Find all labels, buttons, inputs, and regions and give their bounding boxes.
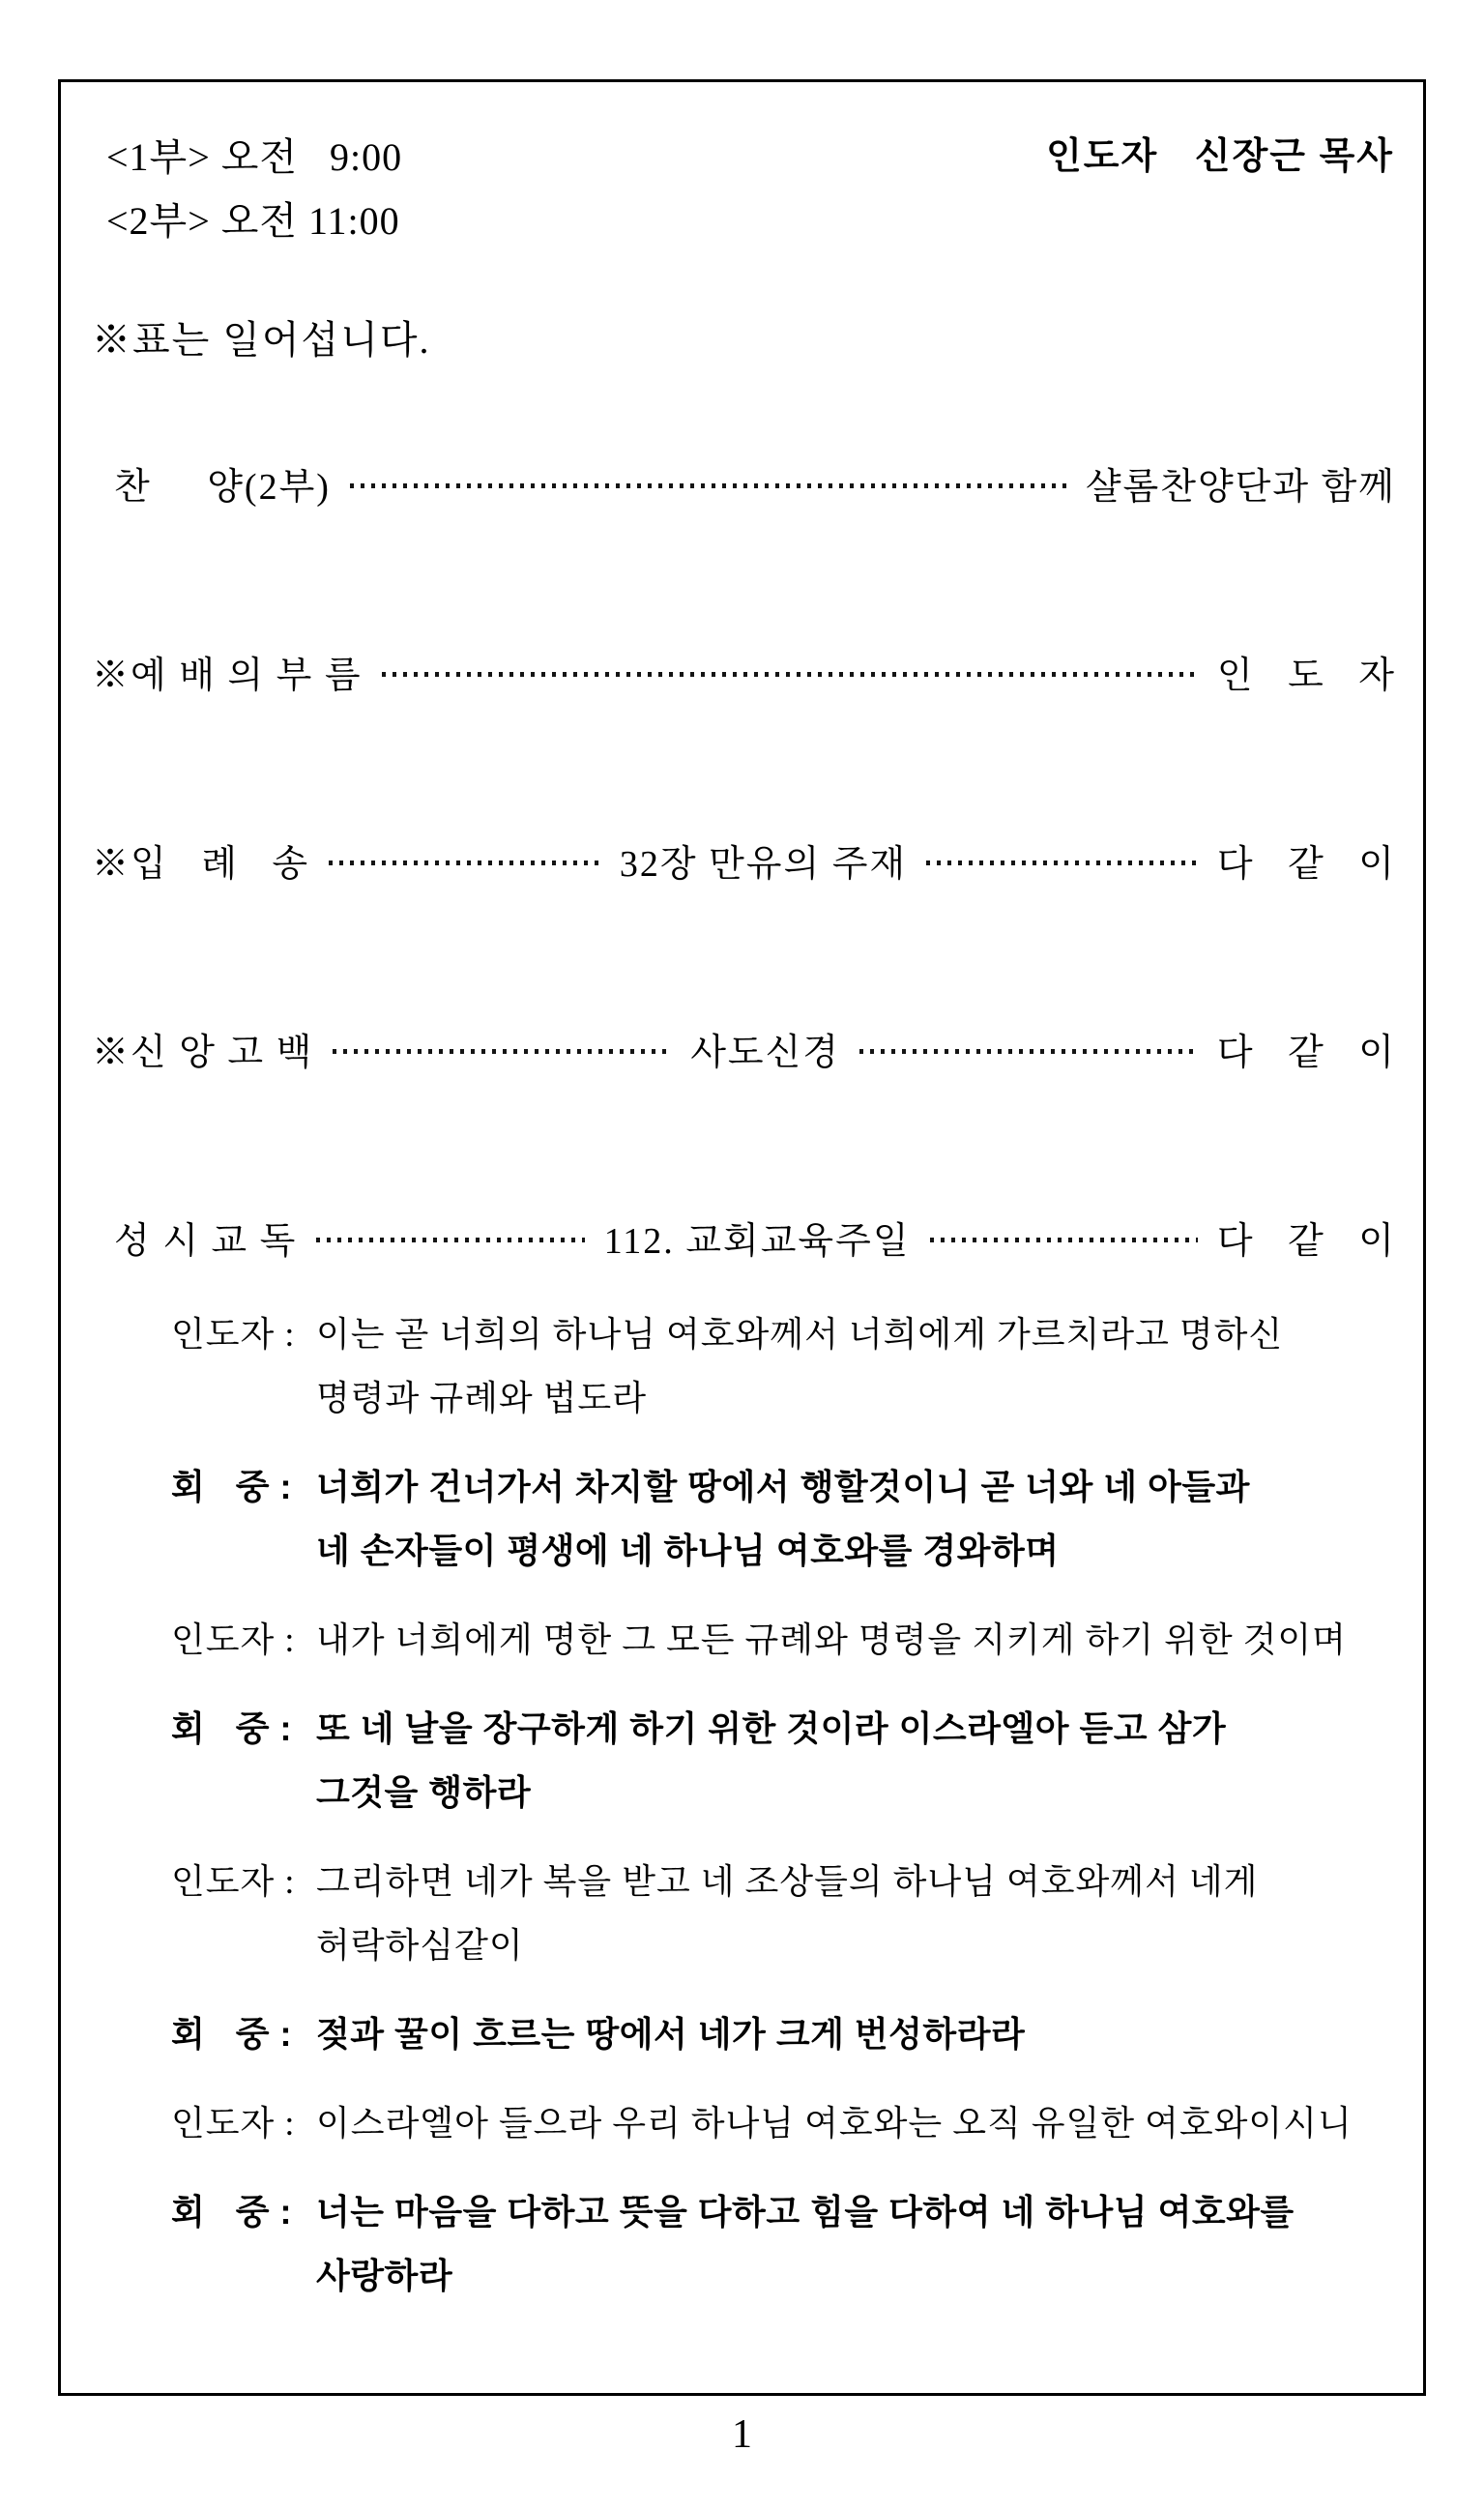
reading-lines xyxy=(316,1697,1408,1824)
dotted-leader xyxy=(926,861,1198,865)
order-performer: 다 같 이 xyxy=(1216,1220,1396,1262)
reading-line: 또 네 날을 장구하게 하기 위한 것이라 이스라엘아 듣고 삼가 xyxy=(316,1708,1227,1748)
responsive-reading-text xyxy=(61,1302,1423,2308)
reading-lines xyxy=(316,2180,1408,2308)
order-of-worship xyxy=(61,459,1423,1260)
reading-speaker: 인도자 : xyxy=(171,1862,296,1901)
order-row-responsive-reading xyxy=(92,1213,1396,1260)
reading-line: 네 손자들이 평생에 네 하나님 여호와를 경와하며 xyxy=(316,1531,1060,1570)
service-time-line-1: <1부> 오전 9:00 xyxy=(106,135,403,179)
dotted-leader xyxy=(382,672,1198,677)
reading-speaker: 회 중 : xyxy=(171,1467,293,1506)
reading-line: 너는 마음을 다하고 뜻을 다하고 힘을 다하여 네 하나님 여호와를 xyxy=(316,2192,1295,2232)
reading-speaker: 인도자 : xyxy=(171,2104,296,2143)
reading-lines xyxy=(316,2091,1408,2155)
order-label: 찬 양(2부) xyxy=(92,466,331,508)
order-hymn: 112. 교회교육주일 xyxy=(603,1220,911,1262)
order-performer: 인 도 자 xyxy=(1216,655,1396,696)
reading-lines xyxy=(316,1302,1408,1430)
reading-leader-4 xyxy=(171,2091,1408,2155)
dotted-leader xyxy=(350,483,1066,488)
reading-congregation-3 xyxy=(171,2002,1408,2066)
dotted-leader xyxy=(329,861,600,865)
reading-speaker: 회 중 : xyxy=(171,1708,293,1748)
standing-note: ※표는 일어섭니다. xyxy=(92,318,431,362)
order-row-introit xyxy=(92,836,1396,883)
reading-line: 그것을 행하라 xyxy=(316,1772,532,1812)
header xyxy=(61,126,1423,253)
reading-leader-1 xyxy=(171,1302,1408,1430)
reading-speaker: 회 중 : xyxy=(171,2014,293,2054)
order-row-call-to-worship xyxy=(92,648,1396,694)
reading-speaker: 인도자 : xyxy=(171,1315,296,1354)
reading-line: 명령과 규례와 법도라 xyxy=(316,1379,647,1417)
reading-speaker: 인도자 : xyxy=(171,1620,296,1659)
reading-lines xyxy=(316,1455,1408,1583)
order-row-praise xyxy=(92,459,1396,506)
reading-leader-2 xyxy=(171,1608,1408,1672)
order-performer: 다 같 이 xyxy=(1216,843,1396,885)
reading-line: 사랑하라 xyxy=(316,2256,453,2295)
reading-congregation-2 xyxy=(171,1697,1408,1824)
reading-congregation-4 xyxy=(171,2180,1408,2308)
order-hymn: 사도신경 xyxy=(690,1032,841,1073)
reading-line: 그리하면 네가 복을 받고 네 조상들의 하나님 여호와께서 네게 xyxy=(316,1862,1259,1901)
reading-line: 허락하심같이 xyxy=(316,1926,524,1965)
order-performer: 다 같 이 xyxy=(1216,1032,1396,1073)
reading-line: 너희가 건너가서 차지할 땅에서 행할것이니 곧 너와 네 아들과 xyxy=(316,1467,1250,1506)
reading-line: 이는 곧 너희의 하나님 여호와께서 너희에게 가르치라고 명하신 xyxy=(316,1315,1284,1354)
page-border-frame xyxy=(58,79,1426,2396)
order-hymn: 32장 만유의 주재 xyxy=(619,843,908,885)
order-performer: 샬롬찬양단과 함께 xyxy=(1085,466,1396,508)
reading-lines xyxy=(316,1850,1408,1977)
order-label: ※입 례 송 xyxy=(92,843,310,885)
service-times xyxy=(106,126,402,253)
dotted-leader xyxy=(859,1049,1198,1054)
reading-lines xyxy=(316,1608,1408,1672)
order-label: ※예 배 의 부 름 xyxy=(92,655,363,696)
dotted-leader xyxy=(333,1049,671,1054)
order-row-confession-of-faith xyxy=(92,1025,1396,1071)
dotted-leader xyxy=(930,1238,1198,1242)
dotted-leader xyxy=(316,1238,584,1242)
reading-leader-3 xyxy=(171,1850,1408,1977)
order-label: 성 시 교 독 xyxy=(92,1220,298,1262)
service-time-line-2: <2부> 오전 11:00 xyxy=(106,199,400,243)
worship-leader-name: 인도자 신장근 목사 xyxy=(1046,136,1394,177)
page-number: 1 xyxy=(732,2412,752,2457)
reading-lines xyxy=(316,2002,1408,2066)
reading-congregation-1 xyxy=(171,1455,1408,1583)
reading-line: 내가 너희에게 명한 그 모든 규례와 명령을 지키게 하기 위한 것이며 xyxy=(316,1620,1347,1659)
order-label: ※신 앙 고 백 xyxy=(92,1032,314,1073)
reading-line: 이스라엘아 들으라 우리 하나님 여호와는 오직 유일한 여호와이시니 xyxy=(316,2104,1353,2143)
reading-speaker: 회 중 : xyxy=(171,2192,293,2232)
reading-line: 젖과 꿀이 흐르는 땅에서 네가 크게 번성하라라 xyxy=(316,2014,1026,2054)
